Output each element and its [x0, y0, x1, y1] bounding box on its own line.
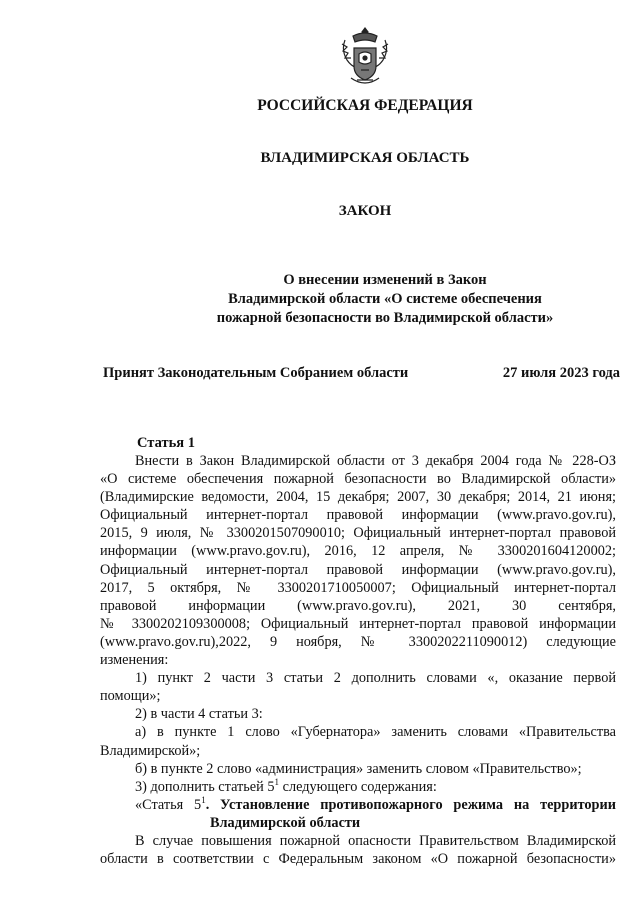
body-line: № 3300202109300008; Официальный интернет-портал правовой информации — [100, 615, 616, 632]
body-line: области в соответствии с Федеральным законом «О пожарной безопасности» — [100, 851, 616, 868]
subject-line: Владимирской области «О системе обеспечения — [228, 291, 542, 307]
country-heading: РОССИЙСКАЯ ФЕДЕРАЦИЯ — [257, 97, 473, 114]
item-2b: б) в пункте 2 слово «администрация» заменить словом «Правительство»; — [135, 760, 582, 777]
body-line: Владимирской»; — [100, 742, 201, 759]
new-article-title: . Установление противопожарного режима на территории — [205, 796, 616, 813]
new-article-label: «Статья 5 — [135, 796, 202, 813]
body-line: «О системе обеспечения пожарной безопасности во Владимирской области» — [100, 471, 616, 488]
item-2: 2) в части 4 статьи 3: — [135, 706, 263, 723]
body-line: 1) пункт 2 части 3 статьи 2 дополнить словами «, оказание первой — [135, 670, 616, 687]
body-line: а) в пункте 1 слово «Губернатора» заменить словами «Правительства — [135, 724, 616, 741]
item-3-text: 3) дополнить статьей 5 — [135, 778, 275, 795]
new-article-heading — [100, 796, 616, 832]
body-line — [100, 796, 616, 814]
intro-paragraph — [100, 452, 616, 669]
body-line: 2017, 5 октября, № 3300201710050007; Официальный интернет-портал — [100, 579, 616, 596]
body-line: 2015, 9 июля, № 3300201507090010; Официальный интернет-портал правовой — [100, 525, 616, 542]
new-article-superscript: 1 — [201, 795, 206, 806]
body-line: правовой информации (www.pravo.gov.ru), 2021, 30 сентября, — [100, 597, 616, 614]
coat-of-arms-icon — [339, 26, 391, 88]
subject-line: пожарной безопасности во Владимирской области» — [216, 310, 554, 326]
adopted-by: Принят Законодательным Собранием области — [103, 365, 409, 381]
item-3-superscript: 1 — [274, 776, 280, 787]
body-line: (www.pravo.gov.ru),2022, 9 ноября, № 3300202211090012) следующие — [100, 633, 616, 650]
item-3 — [100, 778, 616, 796]
body-line: помощи»; — [100, 688, 161, 705]
article-title: Статья 1 — [137, 435, 195, 451]
body-line: информации (www.pravo.gov.ru), 2016, 12 апреля, № 3300201604120002; — [100, 543, 616, 560]
body-line: Официальный интернет-портал правовой информации (www.pravo.gov.ru), — [100, 561, 616, 578]
body-line: (Владимирские ведомости, 2004, 15 декабря; 2007, 30 декабря; 2014, 21 июня; — [100, 489, 616, 506]
item-3-text-end: следующего содержания: — [279, 778, 437, 795]
item-2a — [100, 723, 616, 759]
item-1 — [100, 669, 616, 705]
document-type-heading: ЗАКОН — [338, 203, 392, 219]
adoption-date: 27 июля 2023 года — [502, 365, 620, 381]
law-subject — [150, 271, 620, 328]
article-body — [100, 452, 616, 868]
final-paragraph — [100, 832, 616, 868]
body-line: В случае повышения пожарной опасности Правительством Владимирской — [135, 832, 616, 849]
body-line: Официальный интернет-портал правовой информации (www.pravo.gov.ru), — [100, 507, 616, 524]
body-line: изменения: — [100, 652, 169, 669]
new-article-title-line2: Владимирской области — [210, 814, 361, 831]
subject-line: О внесении изменений в Закон — [283, 272, 487, 288]
region-heading: ВЛАДИМИРСКАЯ ОБЛАСТЬ — [260, 150, 470, 166]
body-line: Внести в Закон Владимирской области от 3 декабря 2004 года № 228-ОЗ — [135, 453, 616, 469]
